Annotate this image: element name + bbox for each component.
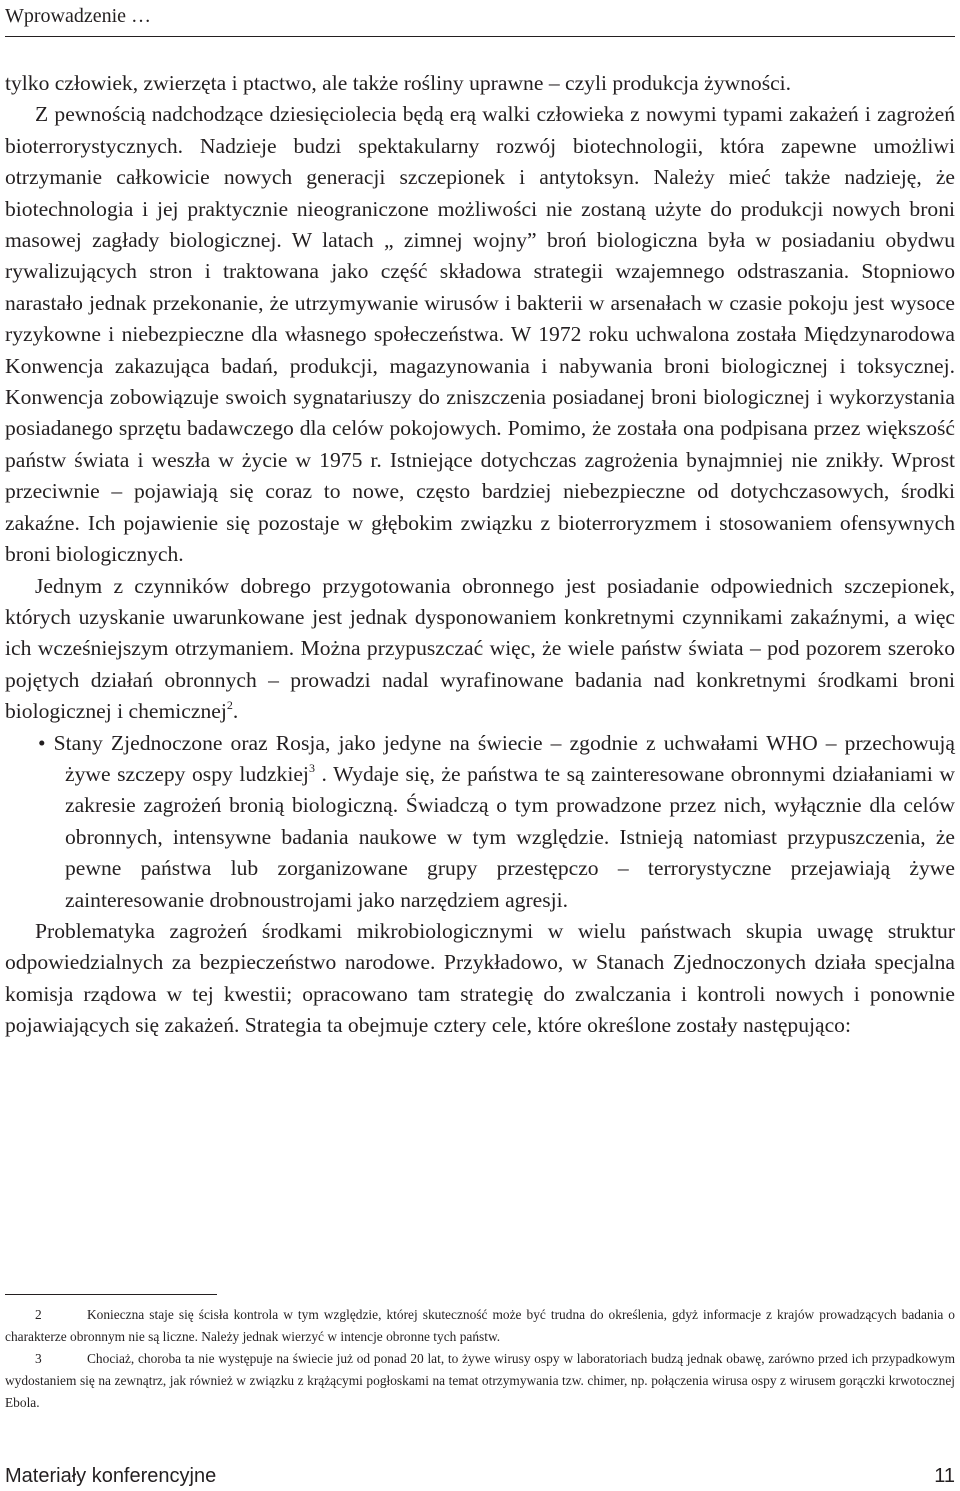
footnotes	[5, 1304, 955, 1414]
footnote-text: Konieczna staje się ścisła kontrola w tym względzie, której skuteczność może być trudna do określenia, gdyż informacje z krajów prowadzących badania o charakterze obronnym nie są liczne. Należy jednak wierzyć w intencje obronne tych państw.	[5, 1307, 955, 1344]
main-text	[5, 68, 955, 1042]
footnote	[5, 1348, 955, 1414]
paragraph: tylko człowiek, zwierzęta i ptactwo, ale także rośliny uprawne – czyli produkcja żywności.	[5, 71, 792, 95]
paragraph: Problematyka zagrożeń środkami mikrobiologicznymi w wielu państwach skupia uwagę struktur odpowiedzialnych za bezpieczeństwo narodowe. Przykładowo, w Stanach Zjednoczonych działa specjalna komisja rządowa w tej kwestii; opracowano tam strategię do zwalczania i kontroli nowych i ponownie pojawiających się zakażeń. Strategia ta obejmuje cztery cele, które określone zostały następująco:	[5, 918, 955, 1038]
footnote	[5, 1304, 955, 1348]
page-footer	[5, 1463, 955, 1489]
paragraph: Z pewnością nadchodzące dziesięciolecia będą erą walki człowieka z nowymi typami zakażeń i zagrożeń bioterrorystycznych. Nadzieje budzi spektakularny rozwój biotechnologii, która zapewne umożliwi otrzymanie całkowicie nowych generacji szczepionek i antytoksyn. Należy mieć także nadzieję, że biotechnologia i jej praktycznie nieograniczone możliwości nie zostaną użyte do produkcji nowych broni masowej zagłady biologicznej. W latach „ zimnej wojny” broń biologiczna była w posiadaniu obydwu rywalizujących stron i traktowana jako część składowa strategii wzajemnego odstraszania. Stopniowo narastało jednak przekonanie, że utrzymywanie wirusów i bakterii w arsenałach w czasie pokoju jest wysoce ryzykowne i niebezpieczne dla własnego społeczeństwa. W 1972 roku uchwalona została Międzynarodowa Konwencja zakazująca badań, produkcji, magazynowania i nabywania broni biologicznej i toksycznej. Konwencja zobowiązuje swoich sygnatariuszy do zniszczenia posiadanej broni biologicznej i wykorzystania posiadanego sprzętu badawczego dla celów pokojowych. Pomimo, że została ona podpisana przez większość państw świata i weszła w życie w 1975 r. Istniejące dotychczas zagrożenia bynajmniej nie znikły. Wprost przeciwnie – pojawiają się coraz to nowe, często bardziej niebezpieczne od dotychczasowych, środki zakaźne. Ich pojawienie się pozostaje w głębokim związku z bioterroryzmem i stosowaniem ofensywnych broni biologicznych.	[5, 102, 955, 567]
bullet-text: Stany Zjednoczone oraz Rosja, jako jedyne na świecie – zgodnie z uchwałami WHO – przechowują żywe szczepy ospy ludzkiej	[53, 730, 955, 786]
footnote-number: 3	[35, 1351, 42, 1366]
running-title: Wprowadzenie …	[5, 5, 152, 27]
bullet-marker: •	[38, 730, 46, 755]
footnote-text: Chociaż, choroba ta nie występuje na świecie już od ponad 20 lat, to żywe wirusy ospy w laboratoriach budzą jednak obawę, zarówno przed ich przypadkowym wydostaniem się na zewnątrz, jak również w związku z krążącymi pogłoskami na temat otrzymywania tzw. chimer, np. połączenia wirusa ospy z wirusem gorączki krwotocznej Ebola.	[5, 1351, 955, 1410]
paragraph	[5, 571, 955, 728]
bullet-item	[38, 728, 955, 916]
footnote-ref: 3	[308, 760, 315, 775]
publication-name: Materiały konferencyjne	[5, 1465, 217, 1487]
running-header	[5, 4, 955, 37]
paragraph-text: Jednym z czynników dobrego przygotowania obronnego jest posiadanie odpowiednich szczepionek, których uzyskanie uwarunkowane jest jednak dysponowaniem konkretnymi czynnikami zakaźnymi, a więc ich wcześniejszym otrzymaniem. Można przypuszczać więc, że wiele państw świata – pod pozorem szeroko pojętych działań obronnych – prowadzi nadal wyrafinowane badania nad konkretnymi środkami broni biologicznej i chemicznej	[5, 573, 955, 724]
footnote-divider	[5, 1294, 217, 1295]
footnote-number: 2	[35, 1307, 42, 1322]
page-number: 11	[934, 1465, 955, 1487]
bullet-text-continued: . Wydaje się, że państwa te są zainteresowane obronnymi działaniami w zakresie zagrożeń bronią biologiczną. Świadczą o tym prowadzone przez nich, wyłącznie dla celów obronnych, intensywne badania naukowe w tym względzie. Istnieją natomiast przypuszczenia, że pewne państwa lub zorganizowane grupy przestępczo – terrorystyczne przejawiają żywe zainteresowanie drobnoustrojami jako narzędziem agresji.	[65, 761, 955, 912]
paragraph-end: .	[232, 699, 239, 724]
footnote-ref: 2	[226, 698, 233, 713]
